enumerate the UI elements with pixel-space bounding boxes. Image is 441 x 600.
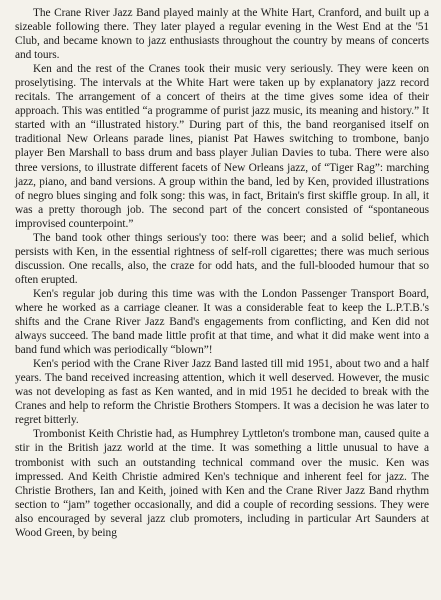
paragraph-5: Ken's period with the Crane River Jazz Band lasted till mid 1951, about two and a half years. The band received increasing attention, which it well deserved. However, the music was not developing as fast as Ken wanted, and in mid 1951 he decided to break with the Cranes and help to reform the Christie Brothers Stompers. It was a decision he was later to regret bitterly. — [15, 358, 429, 427]
paragraph-1: The Crane River Jazz Band played mainly at the White Hart, Cranford, and built up a sizeable following there. They later played a regular evening in the West End at the '51 Club, and became known to jazz enthusiasts throughout the country by means of concerts and tours. — [15, 7, 429, 62]
paragraph-2: Ken and the rest of the Cranes took their music very seriously. They were keen on proselytising. The intervals at the White Hart were taken up by explanatory jazz record recitals. The arrangement of a concert of theirs at the time gives some idea of their approach. This was entitled “a programme of purist jazz music, its meaning and history.” It started with an “illustrated history.” During part of this, the band reorganised itself on traditional New Orleans parade lines, pianist Pat Hawes switching to trombone, banjo player Ben Marshall to bass drum and bass player Julian Davies to tuba. There were also three versions, to illustrate different facets of New Orleans jazz, of “Tiger Rag”: marching jazz, piano, and band versions. A group within the band, led by Ken, provided illustrations of negro blues singing and folk song: this was, in fact, Britain's first skiffle group. In all, it was a pretty thorough job. The second part of the concert consisted of “spontaneous improvised counterpoint.” — [15, 63, 429, 230]
paragraph-3: The band took other things serious'y too: there was beer; and a solid belief, which persists with Ken, in the essential rightness of self-roll cigarettes; there was much serious discussion. One recalls, also, the craze for odd hats, and the full-blooded humour that so often erupted. — [15, 231, 429, 286]
paragraph-4: Ken's regular job during this time was with the London Passenger Transport Board, where he worked as a carriage cleaner. It was a considerable feat to keep the L.P.T.B.'s shifts and the Crane River Jazz Band's engagements from conflicting, and Ken did not always succeed. The band made little profit at that time, and what it did make went into a band fund which was periodically “blown”! — [15, 287, 429, 357]
paragraph-6: Trombonist Keith Christie had, as Humphrey Lyttleton's trombone man, caused quite a stir in the British jazz world at the time. It was something a little unusual to have a trombonist with such an outstanding technical command over the music. Ken was impressed. And Keith Christie admired Ken's technique and inherent feel for jazz. The Christie Brothers, Ian and Keith, joined with Ken and the Crane River Jazz Band rhythm section to “jam” together occasionally, and did a couple of recording sessions. They were also encouraged by several jazz club promoters, including in particular Art Saunders at Wood Green, by being — [15, 428, 429, 539]
